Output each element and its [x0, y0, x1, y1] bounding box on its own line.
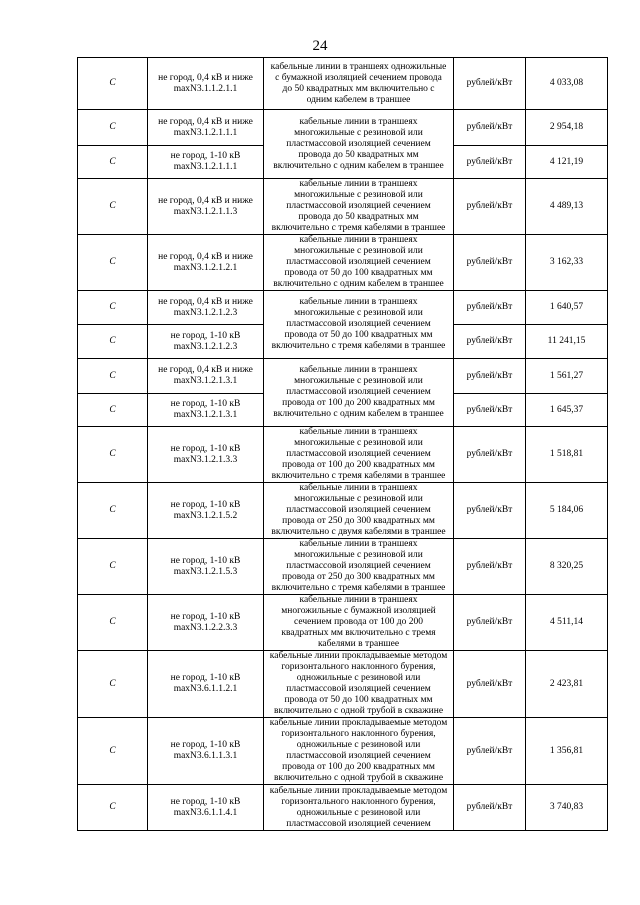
- unit-cell: рублей/кВт: [454, 179, 526, 235]
- table-row: [78, 595, 608, 651]
- description-cell: кабельные линии в траншеях одножильные с бумажной изоляцией сечением провода до 50 квадратных мм включительно с одним кабелем в траншее: [264, 58, 454, 110]
- code-cell: C: [78, 595, 148, 651]
- code-cell: C: [78, 235, 148, 291]
- value-cell: 1 640,57: [526, 291, 608, 325]
- value-cell: 11 241,15: [526, 325, 608, 359]
- table-row: [78, 179, 608, 235]
- code-cell: C: [78, 651, 148, 718]
- code-cell: C: [78, 427, 148, 483]
- code-cell: C: [78, 325, 148, 359]
- description-cell: кабельные линии в траншеях многожильные с бумажной изоляцией сечением провода от 100 до 200 квадратных мм включительно с тремя кабелями в траншее: [264, 595, 454, 651]
- category-cell: не город, 1-10 кВ maxN3.1.2.2.3.3: [148, 595, 264, 651]
- value-cell: 3 162,33: [526, 235, 608, 291]
- category-cell: не город, 1-10 кВ maxN3.1.2.1.2.3: [148, 325, 264, 359]
- value-cell: 4 511,14: [526, 595, 608, 651]
- description-cell: кабельные линии в траншеях многожильные с резиновой или пластмассовой изоляцией сечением провода от 100 до 200 квадратных мм включительно с тремя кабелями в траншее: [264, 427, 454, 483]
- category-cell: не город, 0,4 кВ и ниже maxN3.1.1.2.1.1: [148, 58, 264, 110]
- category-cell: не город, 1-10 кВ maxN3.6.1.1.3.1: [148, 718, 264, 785]
- category-cell: не город, 1-10 кВ maxN3.1.2.1.5.2: [148, 483, 264, 539]
- code-cell: C: [78, 179, 148, 235]
- unit-cell: рублей/кВт: [454, 785, 526, 831]
- description-cell: кабельные линии в траншеях многожильные с резиновой или пластмассовой изоляцией сечением провода от 50 до 100 квадратных мм включительно с тремя кабелями в траншее: [264, 291, 454, 359]
- description-cell: кабельные линии в траншеях многожильные с резиновой или пластмассовой изоляцией сечением провода от 50 до 100 квадратных мм включительно с одним кабелем в траншее: [264, 235, 454, 291]
- unit-cell: рублей/кВт: [454, 651, 526, 718]
- value-cell: 5 184,06: [526, 483, 608, 539]
- code-cell: C: [78, 359, 148, 394]
- table-row: [78, 785, 608, 831]
- value-cell: 1 645,37: [526, 394, 608, 427]
- description-cell: кабельные линии в траншеях многожильные с резиновой или пластмассовой изоляцией сечением провода от 250 до 300 квадратных мм включительно с двумя кабелями в траншее: [264, 483, 454, 539]
- table-row: [78, 718, 608, 785]
- category-cell: не город, 1-10 кВ maxN3.1.2.1.3.3: [148, 427, 264, 483]
- value-cell: 8 320,25: [526, 539, 608, 595]
- unit-cell: рублей/кВт: [454, 483, 526, 539]
- category-cell: не город, 1-10 кВ maxN3.6.1.1.2.1: [148, 651, 264, 718]
- unit-cell: рублей/кВт: [454, 427, 526, 483]
- unit-cell: рублей/кВт: [454, 235, 526, 291]
- code-cell: C: [78, 785, 148, 831]
- value-cell: 2 954,18: [526, 110, 608, 146]
- code-cell: C: [78, 58, 148, 110]
- unit-cell: рублей/кВт: [454, 291, 526, 325]
- category-cell: не город, 1-10 кВ maxN3.1.2.1.3.1: [148, 394, 264, 427]
- table-row: [78, 291, 608, 325]
- code-cell: C: [78, 483, 148, 539]
- table-row: [78, 539, 608, 595]
- unit-cell: рублей/кВт: [454, 394, 526, 427]
- value-cell: 1 356,81: [526, 718, 608, 785]
- table-row: [78, 483, 608, 539]
- unit-cell: рублей/кВт: [454, 539, 526, 595]
- unit-cell: рублей/кВт: [454, 325, 526, 359]
- value-cell: 3 740,83: [526, 785, 608, 831]
- category-cell: не город, 0,4 кВ и ниже maxN3.1.2.1.2.3: [148, 291, 264, 325]
- code-cell: C: [78, 110, 148, 146]
- unit-cell: рублей/кВт: [454, 359, 526, 394]
- code-cell: C: [78, 718, 148, 785]
- description-cell: кабельные линии в траншеях многожильные с резиновой или пластмассовой изоляцией сечением провода до 50 квадратных мм включительно с тремя кабелями в траншее: [264, 179, 454, 235]
- value-cell: 4 033,08: [526, 58, 608, 110]
- value-cell: 1 561,27: [526, 359, 608, 394]
- value-cell: 2 423,81: [526, 651, 608, 718]
- description-cell: кабельные линии прокладываемые методом горизонтального наклонного бурения, одножильные с резиновой или пластмассовой изоляцией сечением: [264, 785, 454, 831]
- unit-cell: рублей/кВт: [454, 595, 526, 651]
- category-cell: не город, 0,4 кВ и ниже maxN3.1.2.1.1.1: [148, 110, 264, 146]
- category-cell: не город, 0,4 кВ и ниже maxN3.1.2.1.2.1: [148, 235, 264, 291]
- category-cell: не город, 1-10 кВ maxN3.1.2.1.1.1: [148, 146, 264, 179]
- description-cell: кабельные линии в траншеях многожильные с резиновой или пластмассовой изоляцией сечением провода от 100 до 200 квадратных мм включительно с одним кабелем в траншее: [264, 359, 454, 427]
- tariff-table: [77, 57, 608, 831]
- code-cell: C: [78, 394, 148, 427]
- value-cell: 1 518,81: [526, 427, 608, 483]
- code-cell: C: [78, 539, 148, 595]
- category-cell: не город, 1-10 кВ maxN3.1.2.1.5.3: [148, 539, 264, 595]
- table-row: [78, 235, 608, 291]
- category-cell: не город, 0,4 кВ и ниже maxN3.1.2.1.1.3: [148, 179, 264, 235]
- page-number: 24: [312, 38, 328, 54]
- unit-cell: рублей/кВт: [454, 146, 526, 179]
- code-cell: C: [78, 291, 148, 325]
- table-row: [78, 58, 608, 110]
- category-cell: не город, 0,4 кВ и ниже maxN3.1.2.1.3.1: [148, 359, 264, 394]
- category-cell: не город, 1-10 кВ maxN3.6.1.1.4.1: [148, 785, 264, 831]
- unit-cell: рублей/кВт: [454, 110, 526, 146]
- table-row: [78, 110, 608, 146]
- table-row: [78, 651, 608, 718]
- unit-cell: рублей/кВт: [454, 718, 526, 785]
- description-cell: кабельные линии в траншеях многожильные с резиновой или пластмассовой изоляцией сечением провода до 50 квадратных мм включительно с одним кабелем в траншее: [264, 110, 454, 179]
- description-cell: кабельные линии прокладываемые методом горизонтального наклонного бурения, одножильные с резиновой или пластмассовой изоляцией сечением провода от 100 до 200 квадратных мм включительно с одной трубой в скважине: [264, 718, 454, 785]
- value-cell: 4 121,19: [526, 146, 608, 179]
- value-cell: 4 489,13: [526, 179, 608, 235]
- table-row: [78, 427, 608, 483]
- unit-cell: рублей/кВт: [454, 58, 526, 110]
- description-cell: кабельные линии прокладываемые методом горизонтального наклонного бурения, одножильные с резиновой или пластмассовой изоляцией сечением провода от 50 до 100 квадратных мм включительно с одной трубой в скважине: [264, 651, 454, 718]
- table-row: [78, 359, 608, 394]
- code-cell: C: [78, 146, 148, 179]
- description-cell: кабельные линии в траншеях многожильные с резиновой или пластмассовой изоляцией сечением провода от 250 до 300 квадратных мм включительно с тремя кабелями в траншее: [264, 539, 454, 595]
